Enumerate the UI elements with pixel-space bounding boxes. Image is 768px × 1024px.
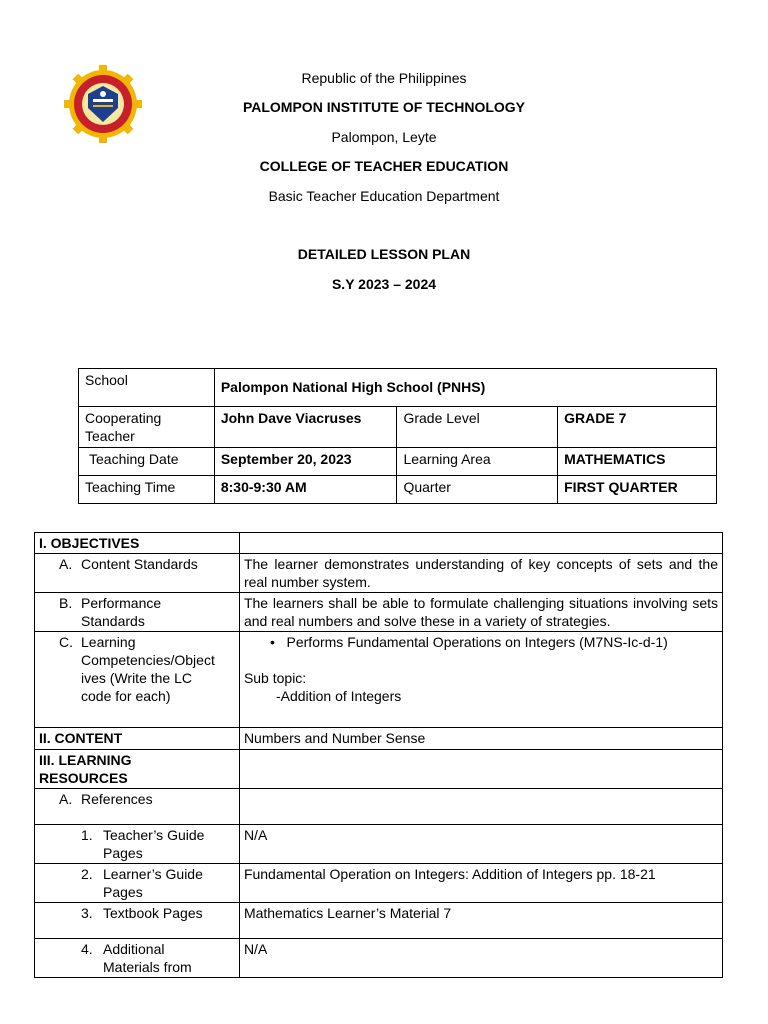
performance-standards-letter: B. — [59, 595, 73, 611]
content-standards-value: The learner demonstrates understanding of key concepts of sets and the real number system. — [239, 554, 722, 593]
grade-level-label: Grade Level — [397, 407, 558, 448]
learners-guide-label — [35, 864, 240, 903]
learners-guide-number: 2. — [81, 866, 93, 882]
resources-line2: RESOURCES — [39, 770, 128, 786]
learning-resources-heading — [35, 750, 240, 789]
content-standards-label — [35, 554, 240, 593]
teachers-guide-value: N/A — [239, 825, 722, 864]
teaching-date-label: Teaching Date — [79, 448, 215, 476]
learners-guide-value: Fundamental Operation on Integers: Addition of Integers pp. 18-21 — [239, 864, 722, 903]
references-letter: A. — [59, 791, 73, 807]
document-title: DETAILED LESSON PLAN — [297, 246, 471, 262]
learning-area-value: MATHEMATICS — [558, 448, 717, 476]
cooperating-teacher-value: John Dave Viacruses — [214, 407, 397, 448]
teachers-guide-number: 1. — [81, 827, 93, 843]
lesson-info-table — [78, 368, 717, 504]
competency-text: Performs Fundamental Operations on Integers (M7NS-Ic-d-1) — [286, 634, 668, 650]
references-empty-cell — [239, 789, 722, 825]
school-value: Palompon National High School (PNHS) — [214, 369, 716, 407]
subtopic-value: -Addition of Integers — [275, 688, 402, 704]
lesson-plan-table — [34, 532, 723, 978]
additional-materials-number: 4. — [81, 941, 93, 957]
textbook-pages-text: Textbook Pages — [103, 905, 203, 921]
content-value: Numbers and Number Sense — [239, 728, 722, 750]
school-label: School — [79, 369, 215, 407]
additional-materials-value: N/A — [239, 939, 722, 978]
performance-label-line2: Standards — [81, 613, 145, 629]
resources-empty-cell — [239, 750, 722, 789]
textbook-pages-number: 3. — [81, 905, 93, 921]
content-standards-text: Content Standards — [81, 556, 198, 572]
performance-label-line1: Performance — [81, 595, 162, 611]
teaching-time-value: 8:30-9:30 AM — [214, 476, 397, 504]
teachers-guide-line1: Teacher’s Guide — [103, 827, 205, 843]
learning-area-label: Learning Area — [397, 448, 558, 476]
quarter-label: Quarter — [397, 476, 558, 504]
textbook-pages-value: Mathematics Learner’s Material 7 — [239, 903, 722, 939]
competencies-letter: C. — [59, 634, 73, 650]
department-name: Basic Teacher Education Department — [268, 188, 500, 204]
quarter-value: FIRST QUARTER — [558, 476, 717, 504]
cooperating-teacher-label — [79, 407, 215, 448]
learners-guide-line2: Pages — [103, 884, 143, 900]
institute-location: Palompon, Leyte — [331, 129, 437, 145]
competencies-label-line2: Competencies/Object — [81, 652, 215, 668]
competency-bullet — [244, 633, 718, 651]
cooperating-label-line2: Teacher — [85, 428, 135, 444]
performance-standards-value: The learners shall be able to formulate challenging situations involving sets and real numbers and solve these in a variety of strategies. — [239, 593, 722, 632]
teachers-guide-label — [35, 825, 240, 864]
learning-competencies-label — [35, 632, 240, 728]
subtopic-label: Sub topic: — [243, 670, 307, 686]
college-name: COLLEGE OF TEACHER EDUCATION — [259, 158, 509, 174]
competencies-label-line4: code for each) — [81, 688, 171, 704]
teaching-time-label: Teaching Time — [79, 476, 215, 504]
teaching-date-value: September 20, 2023 — [214, 448, 397, 476]
textbook-pages-label — [35, 903, 240, 939]
additional-materials-line1: Additional — [103, 941, 165, 957]
republic-line: Republic of the Philippines — [301, 70, 467, 86]
resources-line1: III. LEARNING — [39, 752, 132, 768]
objectives-empty-cell — [239, 533, 722, 554]
learning-competencies-value — [239, 632, 722, 728]
objectives-heading: I. OBJECTIVES — [35, 533, 240, 554]
school-year: S.Y 2023 – 2024 — [331, 276, 437, 292]
additional-materials-line2: Materials from — [103, 959, 192, 975]
performance-standards-label — [35, 593, 240, 632]
cooperating-label-line1: Cooperating — [85, 410, 162, 426]
content-heading: II. CONTENT — [35, 728, 240, 750]
teachers-guide-line2: Pages — [103, 845, 143, 861]
institute-name: PALOMPON INSTITUTE OF TECHNOLOGY — [242, 99, 526, 115]
competencies-label-line3: ives (Write the LC — [81, 670, 192, 686]
content-standards-letter: A. — [59, 556, 73, 572]
learners-guide-line1: Learner’s Guide — [103, 866, 203, 882]
additional-materials-label — [35, 939, 240, 978]
references-label — [35, 789, 240, 825]
bullet-icon: • — [269, 634, 287, 650]
references-text: References — [81, 791, 153, 807]
competencies-label-line1: Learning — [81, 634, 136, 650]
grade-level-value: GRADE 7 — [558, 407, 717, 448]
